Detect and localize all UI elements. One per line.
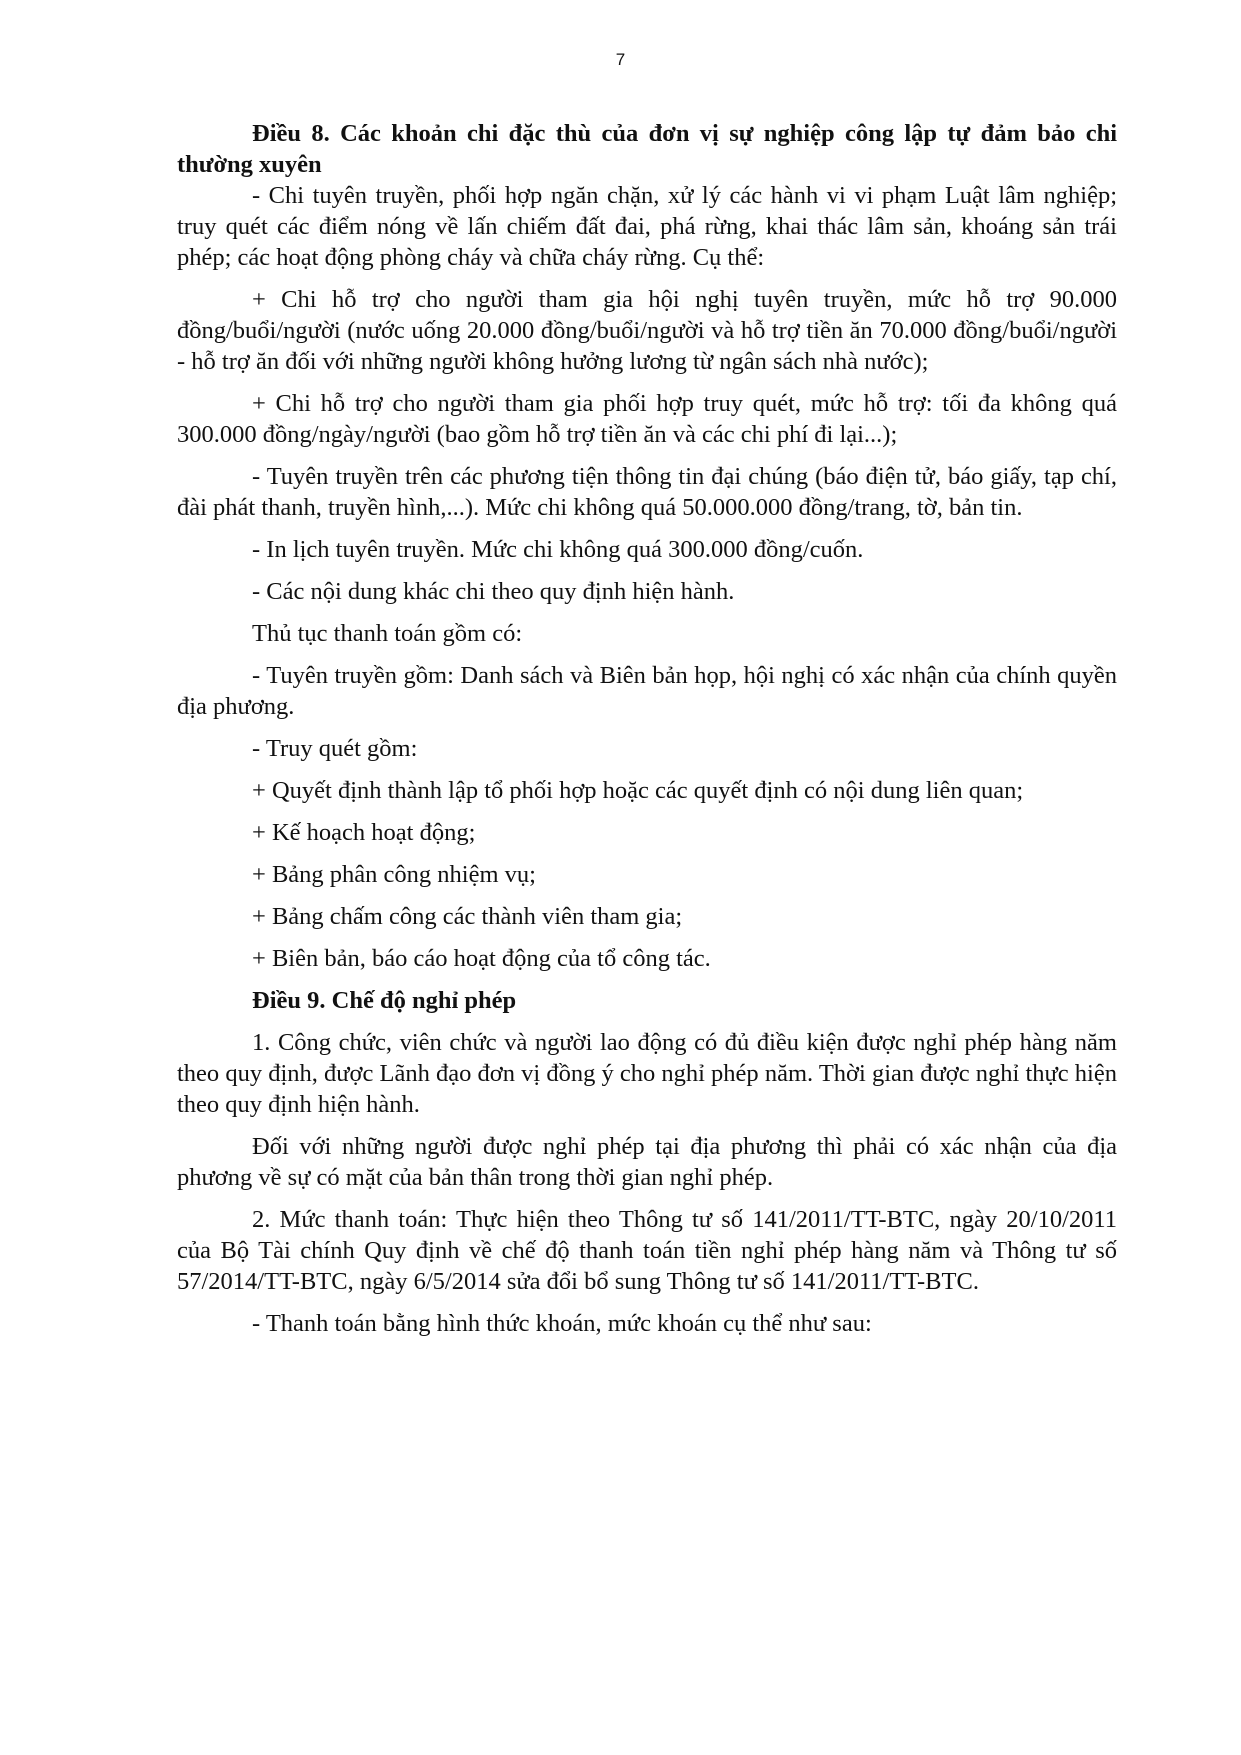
paragraph: Thủ tục thanh toán gồm có: [252, 620, 523, 647]
article-9-heading: Điều 9. Chế độ nghỉ phép [252, 987, 517, 1014]
document-body [177, 118, 1117, 1339]
paragraph: - In lịch tuyên truyền. Mức chi không quá 300.000 đồng/cuốn. [252, 536, 864, 563]
paragraph: - Tuyên truyền trên các phương tiện thông tin đại chúng (báo điện tử, báo giấy, tạp chí, đài phát thanh, truyền hình,...). Mức chi không quá 50.000.000 đồng/trang, tờ, bản tin. [177, 463, 1117, 521]
paragraph: + Chi hỗ trợ cho người tham gia hội nghị tuyên truyền, mức hỗ trợ 90.000 đồng/buổi/người (nước uống 20.000 đồng/buổi/người và hỗ trợ tiền ăn 70.000 đồng/buổi/người - hỗ trợ ăn đối với những người không hưởng lương từ ngân sách nhà nước); [177, 286, 1117, 375]
paragraph: + Biên bản, báo cáo hoạt động của tổ công tác. [252, 945, 711, 972]
paragraph: - Thanh toán bằng hình thức khoán, mức khoán cụ thể như sau: [252, 1310, 872, 1337]
paragraph: + Chi hỗ trợ cho người tham gia phối hợp truy quét, mức hỗ trợ: tối đa không quá 300.000 đồng/ngày/người (bao gồm hỗ trợ tiền ăn và các chi phí đi lại...); [177, 390, 1117, 448]
article-8-heading: Điều 8. Các khoản chi đặc thù của đơn vị sự nghiệp công lập tự đảm bảo chi thường xuyên [177, 120, 1117, 178]
paragraph: - Tuyên truyền gồm: Danh sách và Biên bản họp, hội nghị có xác nhận của chính quyền địa phương. [177, 662, 1117, 720]
paragraph: 1. Công chức, viên chức và người lao động có đủ điều kiện được nghỉ phép hàng năm theo quy định, được Lãnh đạo đơn vị đồng ý cho nghỉ phép năm. Thời gian được nghỉ thực hiện theo quy định hiện hành. [177, 1029, 1117, 1118]
paragraph: + Kế hoạch hoạt động; [252, 819, 476, 846]
paragraph: + Quyết định thành lập tổ phối hợp hoặc các quyết định có nội dung liên quan; [252, 777, 1024, 804]
paragraph: + Bảng chấm công các thành viên tham gia; [252, 903, 683, 930]
paragraph: 2. Mức thanh toán: Thực hiện theo Thông tư số 141/2011/TT-BTC, ngày 20/10/2011 của Bộ Tài chính Quy định về chế độ thanh toán tiền nghỉ phép hàng năm và Thông tư số 57/2014/TT-BTC, ngày 6/5/2014 sửa đổi bổ sung Thông tư số 141/2011/TT-BTC. [177, 1206, 1117, 1295]
paragraph: - Các nội dung khác chi theo quy định hiện hành. [252, 578, 735, 605]
paragraph: Đối với những người được nghỉ phép tại địa phương thì phải có xác nhận của địa phương về sự có mặt của bản thân trong thời gian nghỉ phép. [177, 1133, 1117, 1191]
paragraph: + Bảng phân công nhiệm vụ; [252, 861, 536, 888]
paragraph: - Chi tuyên truyền, phối hợp ngăn chặn, xử lý các hành vi vi phạm Luật lâm nghiệp; truy quét các điểm nóng về lấn chiếm đất đai, phá rừng, khai thác lâm sản, khoáng sản trái phép; các hoạt động phòng cháy và chữa cháy rừng. Cụ thể: [177, 182, 1117, 271]
page-number: 7 [615, 50, 626, 69]
paragraph: - Truy quét gồm: [252, 735, 418, 762]
